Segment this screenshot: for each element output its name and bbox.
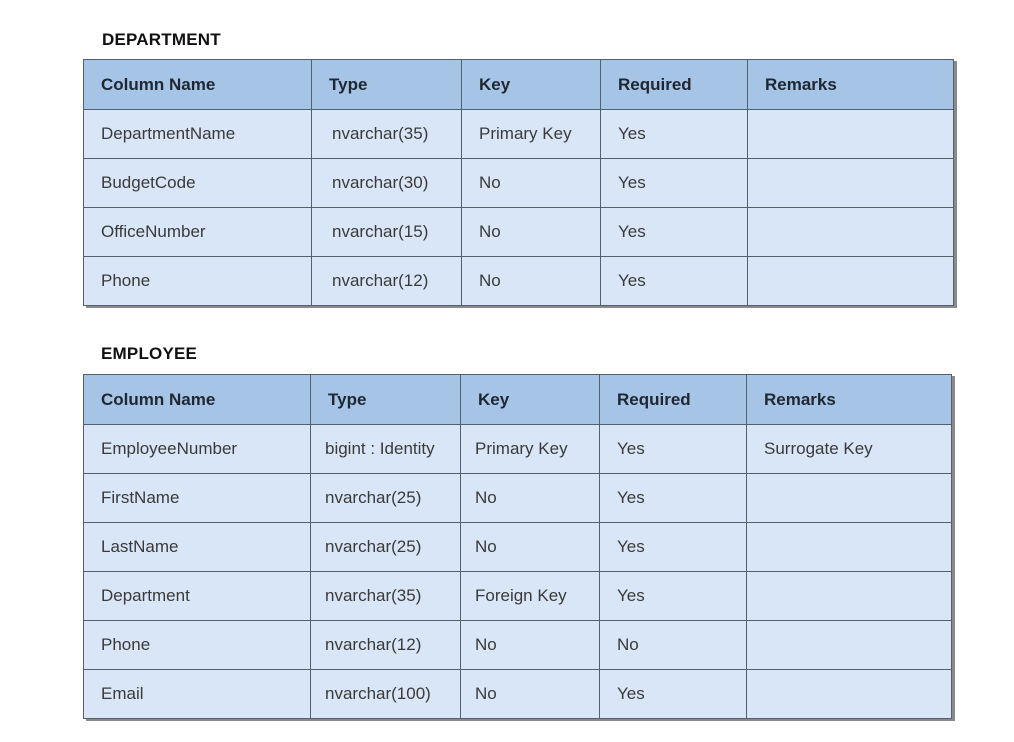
cell-column-name: LastName: [84, 523, 311, 572]
table-row: [84, 523, 952, 572]
cell-required: Yes: [601, 110, 748, 159]
table-header-row: [84, 60, 954, 110]
cell-column-name: Email: [84, 670, 311, 719]
cell-remarks: [748, 159, 954, 208]
department-table-title: DEPARTMENT: [102, 30, 221, 49]
cell-required: No: [600, 621, 747, 670]
cell-type: nvarchar(35): [311, 572, 461, 621]
cell-key: No: [462, 257, 601, 306]
cell-type: nvarchar(12): [311, 621, 461, 670]
cell-type: nvarchar(25): [311, 523, 461, 572]
column-header-key: Key: [461, 375, 600, 425]
column-header-column-name: Column Name: [84, 60, 312, 110]
cell-type: nvarchar(12): [312, 257, 462, 306]
column-header-type: Type: [311, 375, 461, 425]
column-header-required: Required: [600, 375, 747, 425]
cell-type: nvarchar(25): [311, 474, 461, 523]
cell-remarks: [747, 572, 952, 621]
table-row: [84, 474, 952, 523]
cell-type: bigint : Identity: [311, 425, 461, 474]
cell-required: Yes: [601, 257, 748, 306]
cell-required: Yes: [600, 474, 747, 523]
column-header-required: Required: [601, 60, 748, 110]
cell-column-name: Phone: [84, 621, 311, 670]
column-header-type: Type: [312, 60, 462, 110]
cell-key: No: [462, 208, 601, 257]
table-row: [84, 572, 952, 621]
cell-column-name: BudgetCode: [84, 159, 312, 208]
table-row: [84, 110, 954, 159]
column-header-key: Key: [462, 60, 601, 110]
cell-required: Yes: [600, 670, 747, 719]
table-row: [84, 159, 954, 208]
cell-remarks: [747, 523, 952, 572]
table-row: [84, 621, 952, 670]
cell-remarks: [747, 474, 952, 523]
cell-remarks: Surrogate Key: [747, 425, 952, 474]
column-header-remarks: Remarks: [747, 375, 952, 425]
cell-key: No: [461, 670, 600, 719]
department-schema-table: [83, 59, 954, 306]
cell-remarks: [747, 621, 952, 670]
column-header-column-name: Column Name: [84, 375, 311, 425]
table-row: [84, 257, 954, 306]
cell-key: Primary Key: [462, 110, 601, 159]
table-header-row: [84, 375, 952, 425]
cell-column-name: FirstName: [84, 474, 311, 523]
cell-required: Yes: [600, 523, 747, 572]
employee-schema-table: [83, 374, 952, 719]
cell-required: Yes: [600, 572, 747, 621]
cell-required: Yes: [600, 425, 747, 474]
cell-key: Primary Key: [461, 425, 600, 474]
cell-remarks: [747, 670, 952, 719]
table-row: [84, 425, 952, 474]
cell-required: Yes: [601, 208, 748, 257]
cell-column-name: Department: [84, 572, 311, 621]
column-header-remarks: Remarks: [748, 60, 954, 110]
cell-key: No: [461, 474, 600, 523]
employee-table-title: EMPLOYEE: [101, 344, 198, 363]
cell-type: nvarchar(30): [312, 159, 462, 208]
cell-key: No: [462, 159, 601, 208]
cell-type: nvarchar(100): [311, 670, 461, 719]
cell-remarks: [748, 257, 954, 306]
cell-column-name: DepartmentName: [84, 110, 312, 159]
cell-key: No: [461, 621, 600, 670]
cell-column-name: EmployeeNumber: [84, 425, 311, 474]
cell-key: Foreign Key: [461, 572, 600, 621]
cell-column-name: OfficeNumber: [84, 208, 312, 257]
cell-remarks: [748, 208, 954, 257]
cell-remarks: [748, 110, 954, 159]
cell-type: nvarchar(15): [312, 208, 462, 257]
cell-key: No: [461, 523, 600, 572]
cell-required: Yes: [601, 159, 748, 208]
cell-type: nvarchar(35): [312, 110, 462, 159]
table-row: [84, 670, 952, 719]
cell-column-name: Phone: [84, 257, 312, 306]
table-row: [84, 208, 954, 257]
